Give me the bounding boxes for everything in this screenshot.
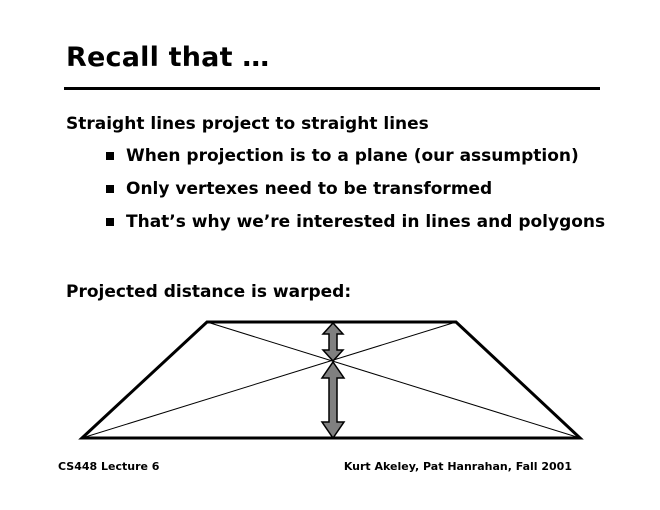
diagonal-line-right [82, 322, 456, 438]
bullet-item [106, 146, 605, 179]
main-point-straight-lines: Straight lines project to straight lines [66, 114, 429, 134]
main-point-distance-warped: Projected distance is warped: [66, 282, 352, 302]
square-bullet-icon [106, 185, 114, 193]
diagonal-line-left [207, 322, 580, 438]
bullet-item [106, 212, 605, 245]
slide-title: Recall that … [66, 42, 270, 73]
bullet-text: That’s why we’re interested in lines and polygons [126, 212, 606, 232]
bullet-item [106, 179, 605, 212]
trapezoid-diagram [70, 312, 600, 452]
short-double-arrow-icon [323, 323, 343, 361]
title-underline [64, 87, 600, 90]
bullet-list [106, 146, 605, 245]
square-bullet-icon [106, 152, 114, 160]
footer-authors: Kurt Akeley, Pat Hanrahan, Fall 2001 [343, 460, 572, 473]
bullet-text: Only vertexes need to be transformed [126, 179, 493, 199]
square-bullet-icon [106, 218, 114, 226]
footer-course: CS448 Lecture 6 [58, 460, 160, 473]
bullet-text: When projection is to a plane (our assumption) [126, 146, 579, 166]
long-double-arrow-icon [322, 362, 344, 438]
